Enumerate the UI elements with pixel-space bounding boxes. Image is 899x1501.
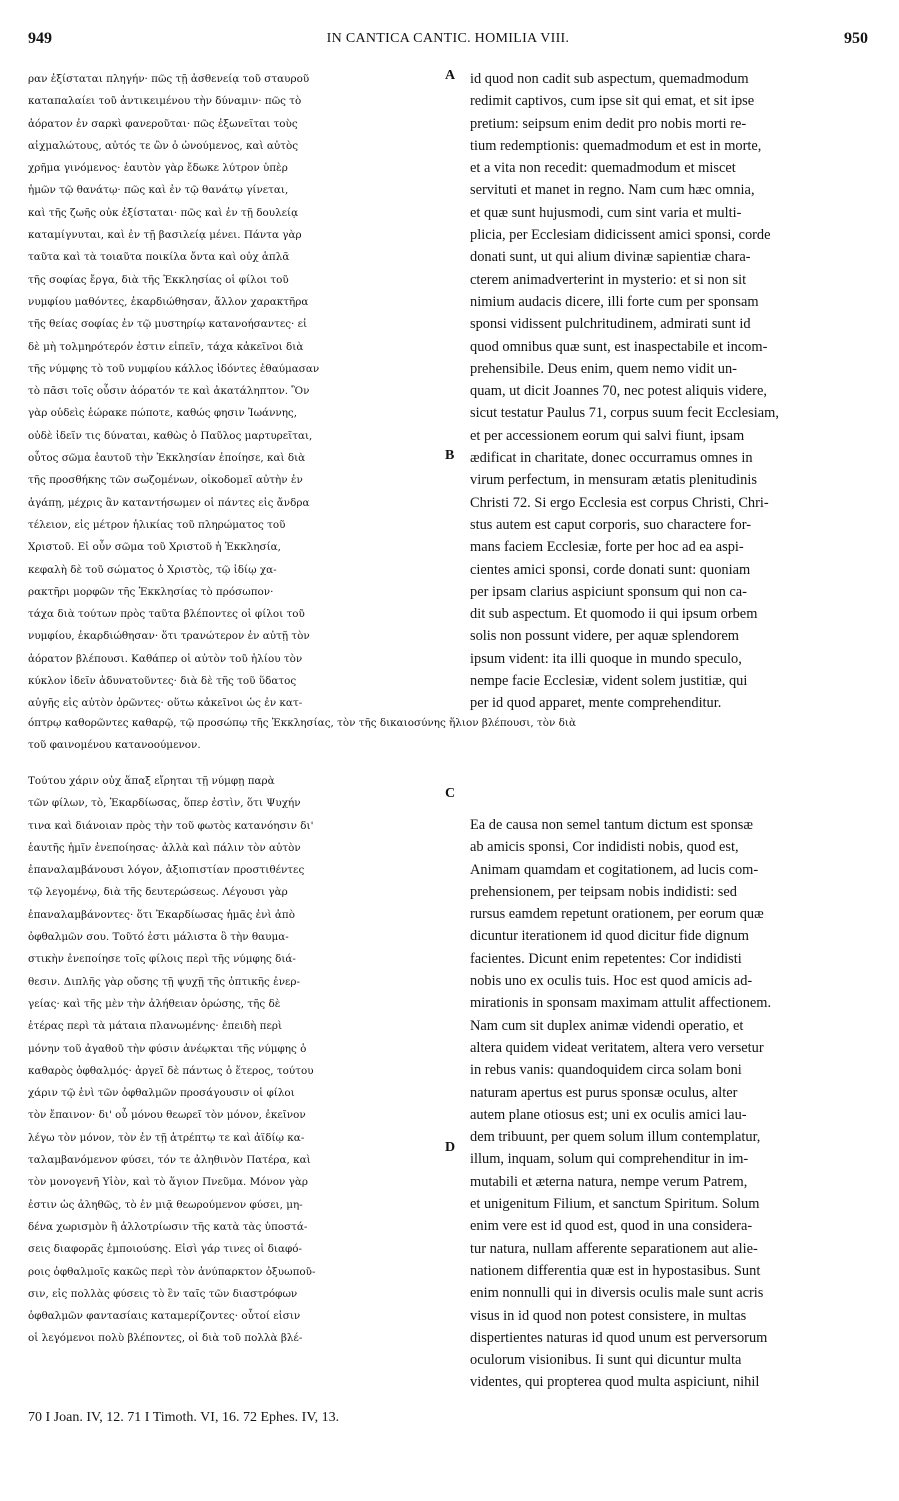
latin-text-line: quam, ut dicit Joannes 70, nec potest aliquis videre, bbox=[470, 383, 767, 400]
section-marker-c: C bbox=[445, 786, 456, 801]
greek-column-bottom bbox=[28, 770, 455, 1350]
greek-text-line: τοῦ φαινομένου κατανοούμενον. bbox=[28, 739, 201, 752]
latin-text-line: mirationis in sponsam maximam attulit affectionem. bbox=[470, 995, 772, 1012]
greek-text-line: ἀγάπῃ, μέχρις ἂν καταντήσωμεν οἱ πάντες εἰς ἄνδρα bbox=[28, 496, 310, 509]
greek-text-line: ἐστιν ὡς ἀληθῶς, τὸ ἐν μιᾷ θεωρούμενον φύσει, μη- bbox=[28, 1198, 303, 1211]
greek-text-line: νυμφίου, ἐκαρδιώθησαν· ὅτι τρανώτερον ἐν αὐτῇ τὸν bbox=[28, 630, 310, 643]
greek-text-line: δὲ μὴ τολμηρότερόν ἐστιν εἰπεῖν, τάχα κἀκεῖνοι διὰ bbox=[28, 340, 304, 353]
greek-text-line: αὐγῆς εἰς αὐτὸν ὁρῶντες· οὕτω κἀκεῖνοι ὡς ἐν κατ- bbox=[28, 697, 303, 710]
greek-text-line: ροις ὀφθαλμοῖς κακῶς περὶ τὸν ἀνύπαρκτον ὀξυωποῦ- bbox=[28, 1265, 316, 1278]
greek-text-line: γείας· καὶ τῆς μὲν τὴν ἀλήθειαν ὁρώσης, τῆς δὲ bbox=[28, 997, 281, 1010]
greek-text-line: τέλειον, εἰς μέτρον ἡλικίας τοῦ πληρώματος τοῦ bbox=[28, 518, 286, 531]
greek-text-line: ἐπαναλαμβάνουσι λόγον, ἀξιοπιστίαν προστιθέντες bbox=[28, 864, 305, 877]
greek-text-line: ραν ἐξίσταται πληγήν· πῶς τῇ ἀσθενείᾳ τοῦ σταυροῦ bbox=[28, 73, 310, 85]
greek-text-line: ἑαυτῆς ἡμῖν ἐνεποίησας· ἀλλὰ καὶ πάλιν τὸν αὐτὸν bbox=[28, 841, 301, 854]
latin-text-line: videntes, qui propterea quod multa aspiciunt, nihil bbox=[470, 1374, 760, 1391]
greek-text-line: κεφαλὴ δὲ τοῦ σώματος ὁ Χριστὸς, τῷ ἰδίῳ χα- bbox=[28, 563, 277, 576]
greek-text-line: δένα χωρισμὸν ἢ ἀλλοτρίωσιν τῆς κατὰ τὰς ὑποστά- bbox=[28, 1220, 308, 1233]
greek-text-line: σεις διαφορᾶς ἐμποιούσης. Εἰσὶ γάρ τινες οἱ διαφό- bbox=[28, 1243, 303, 1256]
greek-text-line: λέγω τὸν μόνον, τὸν ἐν τῇ ἀτρέπτῳ τε καὶ ἀϊδίῳ κα- bbox=[28, 1131, 305, 1144]
greek-text-line: ἀόρατον βλέπουσι. Καθάπερ οἱ αὐτὸν τοῦ ἡλίου τὸν bbox=[28, 652, 303, 665]
greek-text-line: καὶ τῆς ζωῆς οὐκ ἐξίσταται· πῶς καὶ ἐν τῇ δουλείᾳ bbox=[28, 206, 299, 219]
page-number-left: 949 bbox=[28, 30, 52, 47]
greek-text-line: ταῦτα καὶ τὰ τοιαῦτα ποικίλα ὄντα καὶ οὐχ ἁπλᾶ bbox=[28, 251, 290, 264]
running-title: IN CANTICA CANTIC. HOMILIA VIII. bbox=[326, 31, 570, 46]
latin-text-line: nationem differentia quæ est in hypostasibus. Sunt bbox=[470, 1262, 761, 1279]
greek-text-line: τῆς προσθήκης τῶν σωζομένων, οἰκοδομεῖ αὐτὴν ἐν bbox=[28, 474, 303, 487]
page-header bbox=[28, 30, 868, 54]
greek-text-line: τῷ λεγομένῳ, διὰ τῆς δευτερώσεως. Λέγουσι γὰρ bbox=[28, 886, 288, 899]
greek-text-line: κύκλον ἰδεῖν ἀδυνατοῦντες· διὰ δὲ τῆς τοῦ ὕδατος bbox=[28, 675, 297, 688]
latin-text-line: cterem animadverterint in mysterio: et si non sit bbox=[470, 271, 747, 288]
latin-text-line: ab amicis sponsi, Cor indidisti nobis, quod est, bbox=[470, 839, 739, 856]
latin-text-line: et unigenitum Filium, et sanctum Spiritum. Solum bbox=[470, 1196, 760, 1213]
latin-text-line: visus in id quod non potest consistere, in multas bbox=[470, 1307, 747, 1324]
footnotes: 70 I Joan. IV, 12. 71 I Timoth. VI, 16. 72 Ephes. IV, 13. bbox=[28, 1410, 340, 1425]
greek-text-line: καθαρὸς ὀφθαλμός· ἀργεῖ δὲ πάντως ὁ ἕτερος, τούτου bbox=[28, 1064, 314, 1077]
greek-text-line: καταπαλαίει τοῦ ἀντικειμένου τὴν δύναμιν· πῶς τὸ bbox=[28, 95, 302, 108]
latin-text-line: et per accessionem eorum qui salvi fiunt, ipsam bbox=[470, 427, 745, 444]
greek-text-line: τὸν μονογενῆ Υἱὸν, καὶ τὸ ἅγιον Πνεῦμα. Μόνον γὰρ bbox=[28, 1176, 308, 1189]
greek-text-line: τῶν φίλων, τὸ, Ἐκαρδίωσας, ὅπερ ἐστὶν, ὅτι Ψυχήν bbox=[28, 797, 301, 810]
latin-text-line: quod omnibus quæ sunt, est inaspectabile et incom- bbox=[470, 338, 768, 355]
latin-text-line: enim vere est id quod est, quod in una considera- bbox=[470, 1218, 753, 1235]
latin-text-line: ædificat in charitate, donec occurramus omnes in bbox=[470, 450, 753, 467]
greek-text-line: τῆς θείας σοφίας ἐν τῷ μυστηρίῳ κατανοήσαντες· εἰ bbox=[28, 318, 308, 331]
section-marker-a: A bbox=[445, 68, 456, 83]
latin-text-line: mans faciem Ecclesiæ, forte per hoc ad ea aspi- bbox=[470, 539, 744, 556]
latin-text-line: donati sunt, ut qui alium divinæ sapientiæ chara- bbox=[470, 249, 751, 266]
latin-text-line: stus autem est caput corporis, suo charactere for- bbox=[470, 516, 752, 533]
greek-text-line: ἐπαναλαμβάνοντες· ὅτι Ἐκαρδίωσας ἡμᾶς ἐνὶ ἀπὸ bbox=[28, 908, 295, 921]
greek-full-width-lines bbox=[28, 712, 878, 757]
greek-text-line: γὰρ οὐδεὶς ἑώρακε πώποτε, καθώς φησιν Ἰωάννης, bbox=[28, 407, 298, 420]
latin-text-line: dit sub aspectum. Et quomodo ii qui ipsum orbem bbox=[470, 606, 758, 623]
latin-text-line: per ipsam clarius aspiciunt sponsum qui non ca- bbox=[470, 583, 747, 600]
latin-column-bottom bbox=[470, 814, 870, 1394]
greek-text-line: Χριστοῦ. Εἰ οὖν σῶμα τοῦ Χριστοῦ ἡ Ἐκκλησία, bbox=[28, 541, 281, 554]
latin-text-line: altera quidem videat veritatem, altera vero versetur bbox=[470, 1039, 764, 1056]
greek-text-line: ἡμῶν τῷ θανάτῳ· πῶς καὶ ἐν τῷ θανάτῳ γίνεται, bbox=[28, 184, 289, 197]
latin-text-line: cientes amici sponsi, corde donati sunt: quoniam bbox=[470, 561, 751, 578]
greek-text-line: στικὴν ἐνεποίησε τοῖς φίλοις περὶ τῆς νύμφης διά- bbox=[28, 953, 296, 966]
latin-text-line: dem tribuunt, per quem solum illum contemplatur, bbox=[470, 1129, 761, 1146]
greek-text-line: τῆς νύμφης τὸ τοῦ νυμφίου κάλλος ἰδόντες ἐθαύμασαν bbox=[28, 362, 320, 375]
greek-text-line: ταλαμβανόμενον φύσει, τόν τε ἀληθινὸν Πατέρα, καὶ bbox=[28, 1154, 311, 1167]
greek-text-line: τὸ πᾶσι τοῖς οὖσιν ἀόρατόν τε καὶ ἀκατάληπτον. Ὃν bbox=[28, 385, 310, 398]
latin-text-line: in rebus vanis: quandoquidem circa solam boni bbox=[470, 1062, 742, 1079]
greek-text-line: τάχα διὰ τούτων πρὸς ταῦτα βλέποντες οἱ φίλοι τοῦ bbox=[28, 608, 305, 621]
latin-text-line: per id quod apparet, mente comprehenditur. bbox=[470, 695, 722, 712]
latin-text-line: ipsum vident: ita illi quoque in mundo speculo, bbox=[470, 650, 742, 667]
greek-text-line: ρακτῆρι μορφῶν τῆς Ἐκκλησίας τὸ πρόσωπον· bbox=[28, 585, 274, 598]
greek-text-line: μόνην τοῦ ἀγαθοῦ τὴν φύσιν ἀνέῳκται τῆς νύμφης ὁ bbox=[28, 1042, 307, 1055]
greek-text-line: αἰχμαλώτους, αὐτός τε ὢν ὁ ὠνούμενος, καὶ αὐτὸς bbox=[28, 139, 299, 152]
greek-text-line: τὸν ἔπαινον· δι' οὗ μόνου θεωρεῖ τὸν μόνον, ἐκεῖνον bbox=[28, 1109, 306, 1122]
greek-text-line: οἱ λεγόμενοι πολὺ βλέποντες, οἱ διὰ τοῦ πολλὰ βλέ- bbox=[28, 1332, 303, 1345]
latin-text-line: prehensibile. Deus enim, quem nemo vidit un- bbox=[470, 360, 737, 377]
latin-text-line: nempe facie Ecclesiæ, vident solem justitiæ, qui bbox=[470, 673, 748, 690]
latin-text-line: redimit captivos, cum ipse sit qui emat, et sit ipse bbox=[470, 93, 755, 110]
latin-text-line: et quæ sunt hujusmodi, cum sint varia et multi- bbox=[470, 204, 742, 221]
latin-text-line: et a vita non recedit: quemadmodum et miscet bbox=[470, 160, 736, 177]
page-number-right: 950 bbox=[844, 30, 868, 47]
greek-text-line: καταμίγνυται, καὶ ἐν τῇ βασιλείᾳ μένει. Πάντα γὰρ bbox=[28, 229, 302, 242]
latin-text-line: prehensionem, per teipsam nobis indidisti: sed bbox=[470, 883, 737, 900]
greek-text-line: ὀφθαλμῶν σου. Τοῦτό ἐστι μάλιστα ὃ τὴν θαυμα- bbox=[28, 931, 289, 944]
latin-text-line: illum, inquam, solum qui comprehenditur in im- bbox=[470, 1151, 749, 1168]
greek-text-line: χρῆμα γινόμενος· ἑαυτὸν γὰρ ἔδωκε λύτρον ὑπὲρ bbox=[28, 162, 288, 175]
greek-text-line: τῆς σοφίας ἔργα, διὰ τῆς Ἐκκλησίας οἱ φίλοι τοῦ bbox=[28, 273, 289, 286]
latin-text-line: oculorum visionibus. Ii sunt qui dicuntur multa bbox=[470, 1352, 742, 1369]
latin-text-line: tium redemptionis: quemadmodum et est in morte, bbox=[470, 137, 762, 154]
greek-text-line: σιν, εἰς πολλὰς φύσεις τὸ ἓν ταῖς τῶν διαστρόφων bbox=[28, 1287, 298, 1300]
latin-text-line: Animam quamdam et cogitationem, ad lucis com- bbox=[470, 861, 759, 878]
greek-text-line: οὐδὲ ἰδεῖν τις δύναται, καθὼς ὁ Παῦλος μαρτυρεῖται, bbox=[28, 429, 313, 442]
greek-text-line: όπτρῳ καθορῶντες καθαρῷ, τῷ προσώπῳ τῆς Ἐκκλησίας, τὸν τῆς δικαιοσύνης ἥλιον βλέπουσι, τὸν διὰ bbox=[28, 717, 576, 729]
greek-column-top bbox=[28, 68, 455, 715]
latin-text-line: mutabili et æterna natura, nempe verum Patrem, bbox=[470, 1173, 748, 1190]
latin-text-line: naturam apertus est purus sponsæ oculus, alter bbox=[470, 1084, 738, 1101]
latin-text-line: sicut testatur Paulus 71, corpus suum fecit Ecclesiam, bbox=[470, 405, 779, 422]
greek-text-line: ὀφθαλμῶν φαντασίαις καταμερίζοντες· οὗτοί εἰσιν bbox=[28, 1310, 301, 1323]
section-marker-b: B bbox=[445, 448, 455, 463]
latin-text-line: dispertientes naturas id quod unum est perversorum bbox=[470, 1329, 768, 1346]
greek-text-line: θεσιν. Διπλῆς γὰρ οὔσης τῇ ψυχῇ τῆς ὀπτικῆς ἐνερ- bbox=[28, 975, 301, 988]
greek-text-line: ἀόρατον ἐν σαρκὶ φανεροῦται· πῶς ἐξωνεῖται τοὺς bbox=[28, 117, 298, 130]
latin-text-line: plicia, per Ecclesiam didicissent amici sponsi, corde bbox=[470, 227, 771, 244]
section-marker-d: D bbox=[445, 1140, 456, 1155]
latin-text-line: virum perfectum, in mensuram ætatis plenitudinis bbox=[470, 472, 757, 489]
latin-text-line: nobis uno ex oculis tuis. Hoc est quod amicis ad- bbox=[470, 973, 753, 990]
latin-column-top bbox=[470, 68, 870, 715]
greek-text-line: οὗτος σῶμα ἑαυτοῦ τὴν Ἐκκλησίαν ἐποίησε, καὶ διὰ bbox=[28, 452, 306, 465]
latin-text-line: facientes. Dicunt enim repetentes: Cor indidisti bbox=[470, 950, 742, 967]
latin-text-line: nimium audacis dicere, illi forte cum per sponsam bbox=[470, 293, 759, 310]
latin-text-line: sponsi vidissent pulchritudinem, admirati sunt id bbox=[470, 316, 751, 333]
greek-text-line: νυμφίου μαθόντες, ἐκαρδιώθησαν, ἄλλον χαρακτῆρα bbox=[28, 295, 309, 308]
latin-text-line: dicuntur iterationem id quod dicitur fide dignum bbox=[470, 928, 749, 945]
latin-text-line: pretium: seipsum enim dedit pro nobis morti re- bbox=[470, 115, 747, 132]
latin-text-line: enim nonnulli qui in diversis oculis male sunt acris bbox=[470, 1285, 764, 1302]
latin-text-line: solis non possunt videre, per aquæ splendorem bbox=[470, 628, 739, 645]
latin-text-line: autem plane otiosus est; uni ex oculis amici lau- bbox=[470, 1106, 747, 1123]
latin-text-line: servituti et manet in regno. Nam cum hæc omnia, bbox=[470, 182, 755, 199]
greek-text-line: χάριν τῷ ἑνὶ τῶν ὀφθαλμῶν προσάγουσιν οἱ φίλοι bbox=[28, 1087, 295, 1100]
latin-text-line: tur natura, nullam afferente separationem aut alie- bbox=[470, 1240, 758, 1257]
latin-text-line: Christi 72. Si ergo Ecclesia est corpus Christi, Chri- bbox=[470, 494, 769, 511]
latin-text-line: Ea de causa non semel tantum dictum est sponsæ bbox=[470, 817, 753, 833]
latin-text-line: id quod non cadit sub aspectum, quemadmodum bbox=[470, 71, 749, 87]
latin-text-line: rursus eamdem repetunt orationem, per eorum quæ bbox=[470, 906, 764, 923]
greek-text-line: ἑτέρας περὶ τὰ μάταια πλανωμένης· ἐπειδὴ περὶ bbox=[28, 1020, 283, 1033]
greek-text-line: Τούτου χάριν οὐχ ἅπαξ εἴρηται τῇ νύμφῃ παρὰ bbox=[28, 775, 275, 787]
greek-text-line: τινα καὶ διάνοιαν πρὸς τὴν τοῦ φωτὸς κατανόησιν δι' bbox=[28, 819, 314, 832]
latin-text-line: Nam cum sit duplex animæ videndi operatio, et bbox=[470, 1017, 744, 1034]
